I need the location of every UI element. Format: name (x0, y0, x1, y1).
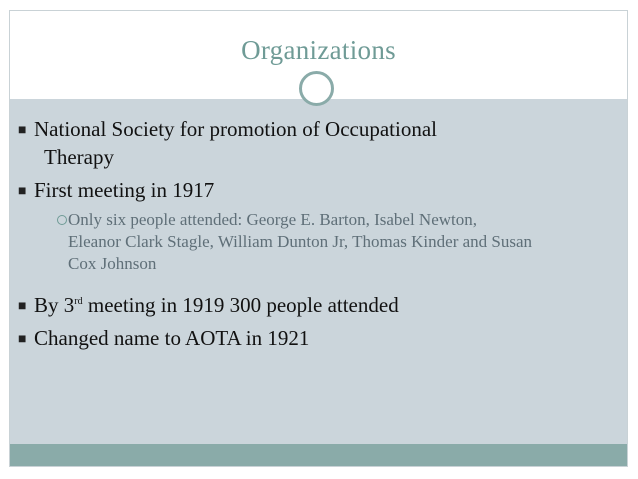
footer-bar (10, 444, 627, 466)
bullet-text: National Society for promotion of Occupational (34, 117, 437, 141)
bullet-item (18, 289, 618, 320)
bullet-item (18, 325, 618, 353)
square-bullet-icon: ■ (18, 184, 27, 199)
bullet-text: Therapy (44, 145, 114, 169)
square-bullet-icon: ■ (18, 299, 27, 314)
slide-title: Organizations (241, 35, 396, 65)
bullet-text-pre: By 3 (34, 293, 75, 317)
sub-bullet-text: Cox Johnson (68, 254, 157, 273)
bullet-text: First meeting in 1917 (34, 178, 215, 202)
bullet-text: Changed name to AOTA in 1921 (34, 326, 310, 350)
ring-ornament-icon (299, 71, 334, 106)
bullet-text-post: meeting in 1919 300 people attended (82, 293, 399, 317)
content-area (10, 99, 627, 444)
bullet-item (18, 116, 618, 170)
sub-bullet-text: Only six people attended: George E. Barton, Isabel Newton, (68, 210, 477, 229)
square-bullet-icon: ■ (18, 332, 27, 347)
bullet-item (18, 177, 618, 205)
ordinal-suffix: rd (74, 296, 83, 307)
square-bullet-icon: ■ (18, 123, 27, 138)
sub-bullet-text: Eleanor Clark Stagle, William Dunton Jr, Thomas Kinder and Susan (68, 232, 533, 251)
sub-bullet-item (57, 209, 617, 275)
circle-bullet-icon (57, 215, 67, 225)
